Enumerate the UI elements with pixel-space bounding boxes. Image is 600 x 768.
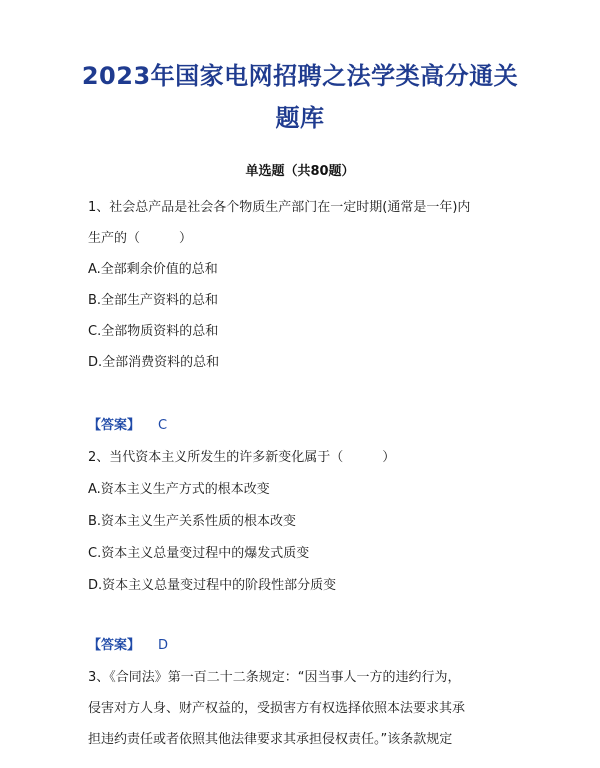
document-title-line-2: 题库 bbox=[275, 104, 325, 132]
answer-value: D bbox=[158, 638, 169, 653]
question-1-option-d: D.全部消费资料的总和 bbox=[88, 355, 220, 370]
question-2-option-b: B.资本主义生产关系性质的根本改变 bbox=[88, 514, 297, 529]
question-1-option-c: C.全部物质资料的总和 bbox=[88, 324, 219, 339]
answer-label: 【答案】 bbox=[88, 418, 141, 433]
question-2-option-a: A.资本主义生产方式的根本改变 bbox=[88, 482, 270, 497]
question-2-stem: 2、当代资本主义所发生的许多新变化属于（ ） bbox=[88, 450, 396, 465]
question-3-stem-line-2: 侵害对方人身、财产权益的，受损害方有权选择依照本法要求其承 bbox=[88, 701, 466, 716]
question-1-stem-line-1: 1、社会总产品是社会各个物质生产部门在一定时期(通常是一年)内 bbox=[88, 200, 471, 215]
document-title-line-1: 2023年国家电网招聘之法学类高分通关 bbox=[81, 62, 519, 90]
answer-label: 【答案】 bbox=[88, 638, 141, 653]
answer-value: C bbox=[158, 418, 168, 433]
question-3-stem-line-3: 担违约责任或者依照其他法律要求其承担侵权责任。”该条款规定 bbox=[88, 732, 453, 747]
question-2-answer bbox=[88, 634, 168, 653]
question-1-answer bbox=[88, 414, 167, 433]
question-2-option-c: C.资本主义总量变过程中的爆发式质变 bbox=[88, 546, 310, 561]
question-1-stem-line-2: 生产的（ ） bbox=[88, 231, 193, 246]
question-1-option-a: A.全部剩余价值的总和 bbox=[88, 262, 218, 277]
question-1-option-b: B.全部生产资料的总和 bbox=[88, 293, 219, 308]
section-heading: 单选题（共80题） bbox=[245, 164, 355, 179]
question-2-option-d: D.资本主义总量变过程中的阶段性部分质变 bbox=[88, 578, 337, 593]
question-3-stem-line-1: 3、《合同法》第一百二十二条规定：“因当事人一方的违约行为， bbox=[88, 670, 461, 685]
